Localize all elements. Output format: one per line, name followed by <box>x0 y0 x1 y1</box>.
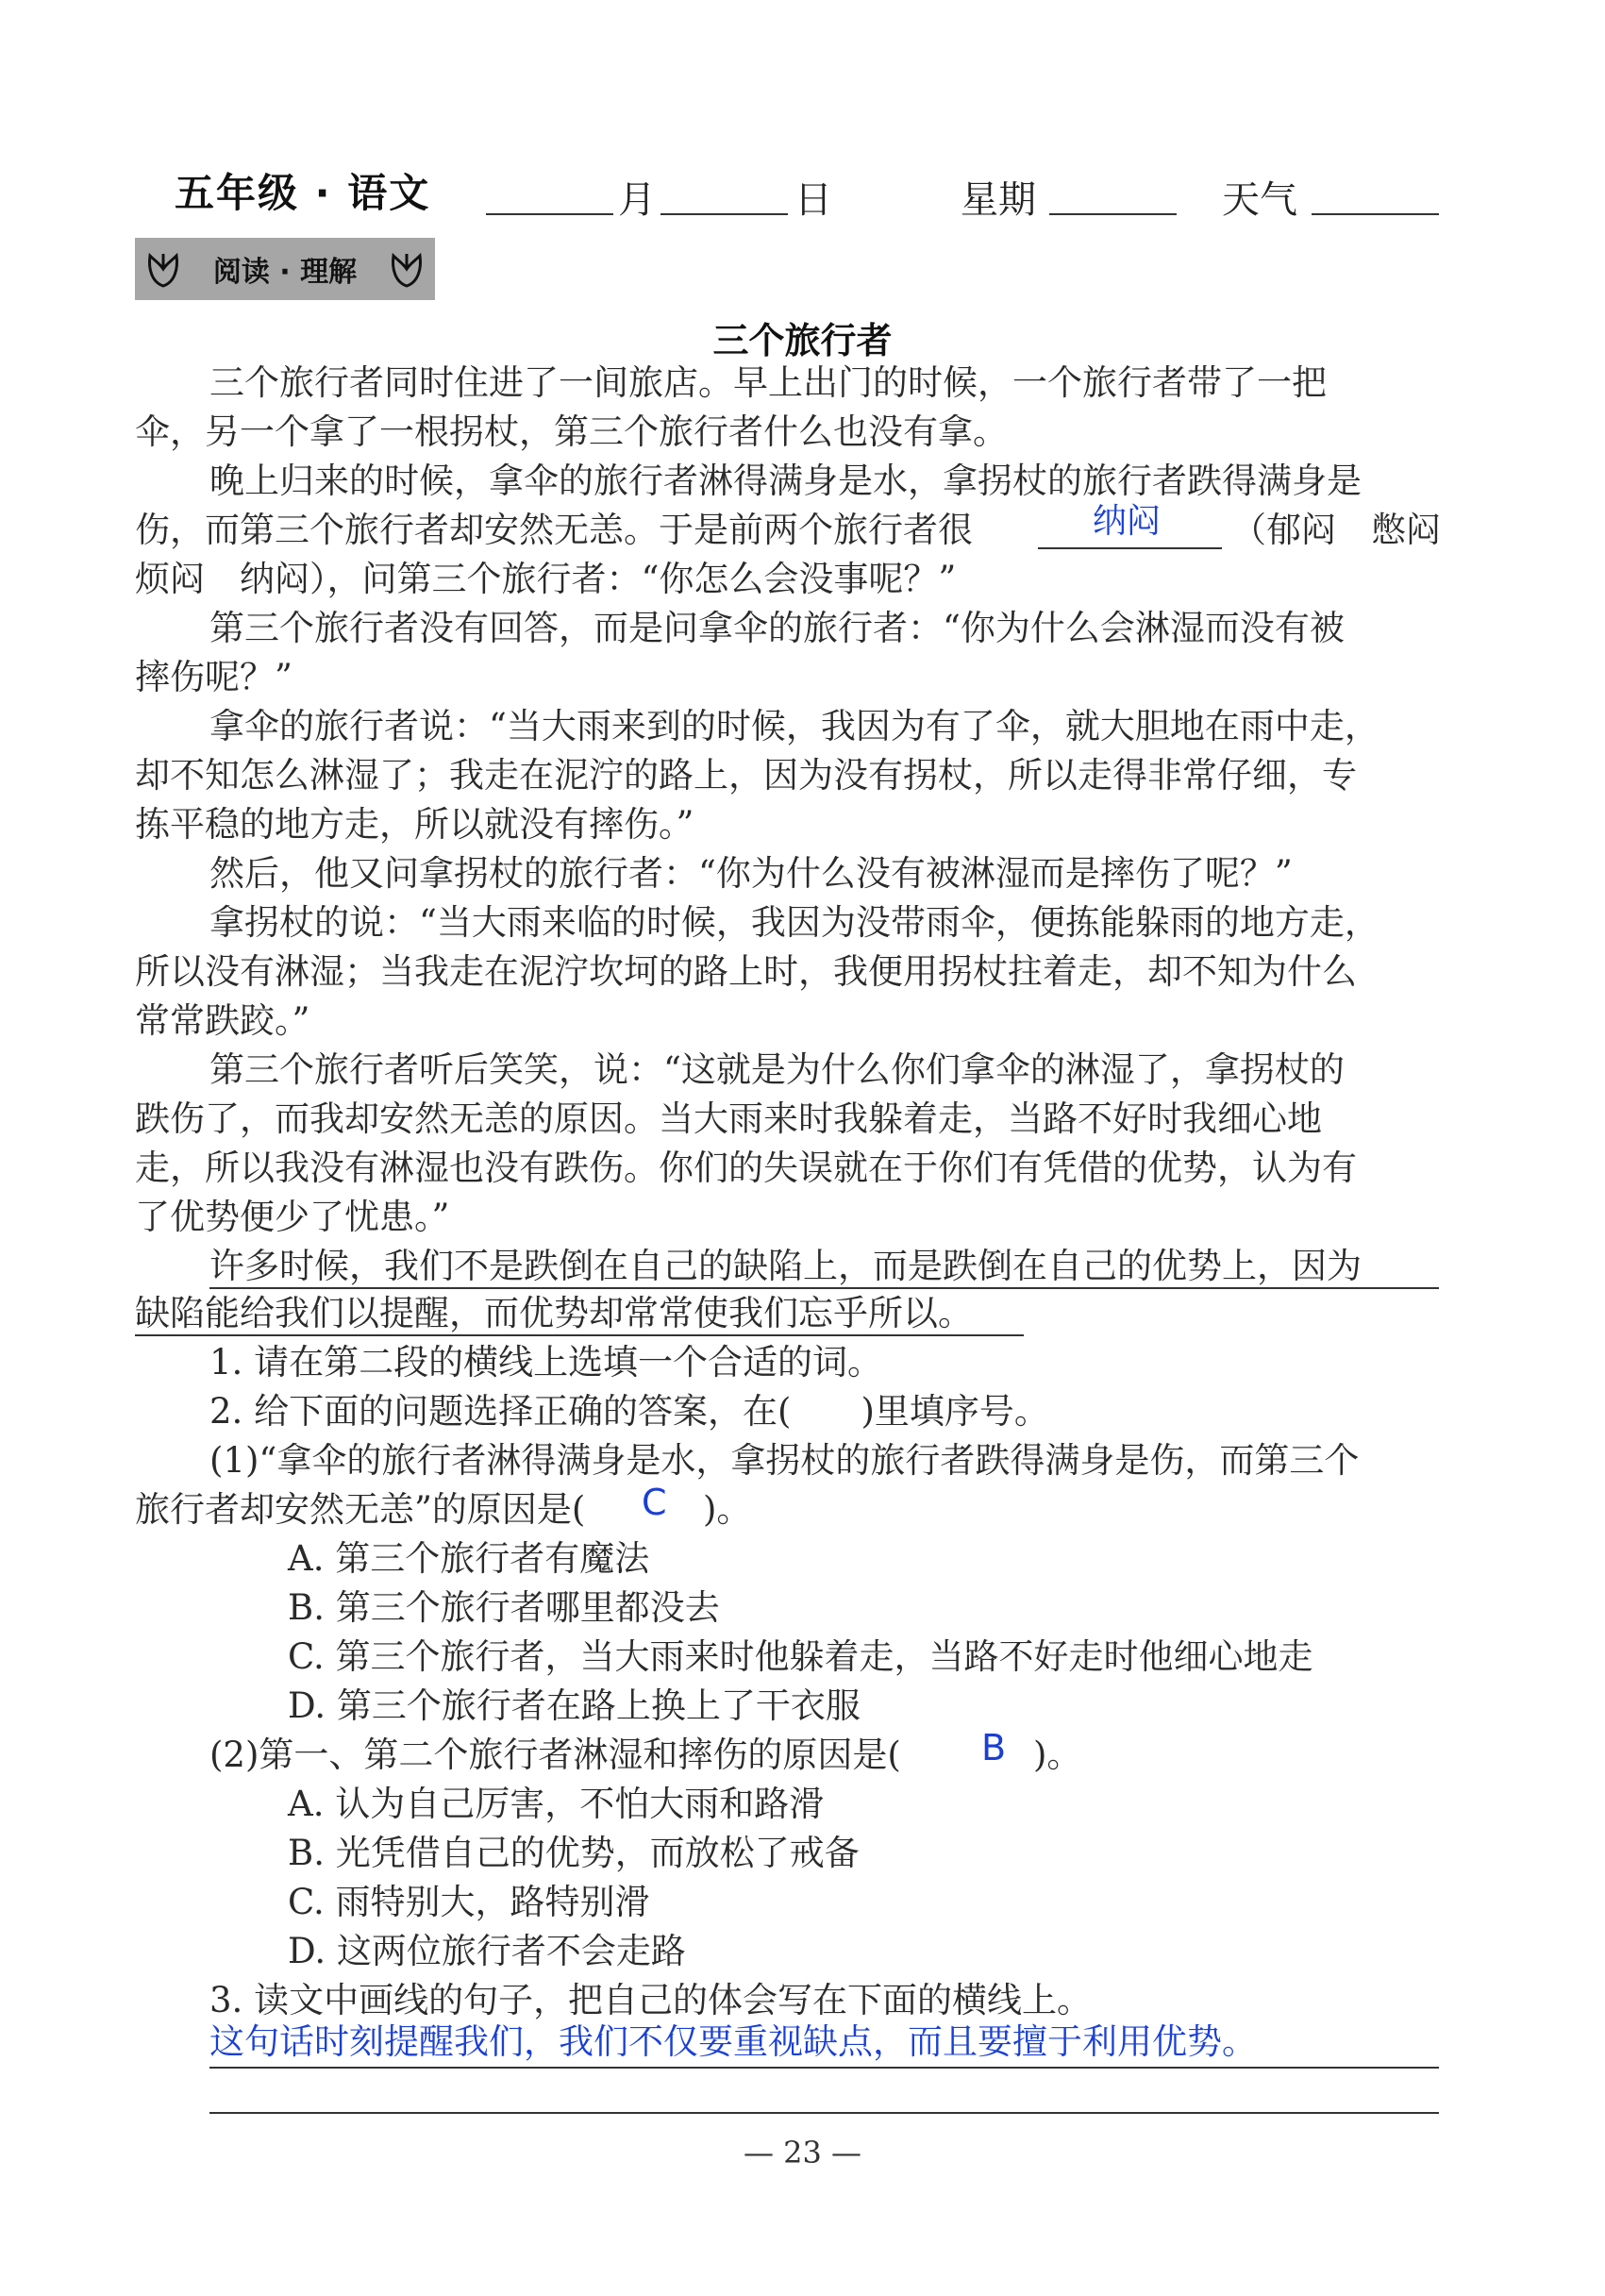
question-2-2-close: )。 <box>1033 1735 1082 1775</box>
story-line: 第三个旅行者没有回答，而是问拿伞的旅行者：“你为什么会淋湿而没有被 <box>209 608 1345 648</box>
question-1: 1. 请在第二段的横线上选填一个合适的词。 <box>209 1342 883 1383</box>
section-badge-label: 阅读 · 理解 <box>212 256 358 289</box>
story-line: 摔伤呢？” <box>135 657 293 697</box>
option-a: A. 认为自己厉害，不怕大雨和路滑 <box>288 1784 825 1824</box>
story-line: 走，所以我没有淋湿也没有跌伤。你们的失误就在于你们有凭借的优势，认为有 <box>135 1148 1357 1188</box>
story-line: 跌伤了，而我却安然无恙的原因。当大雨来时我躲着走，当路不好时我细心地 <box>135 1098 1322 1139</box>
answer-line-1[interactable] <box>209 2067 1439 2069</box>
answer-line-2[interactable] <box>209 2112 1439 2114</box>
tulip-right-icon <box>388 248 426 290</box>
story-line: （郁闷 憋闷 <box>1231 510 1441 550</box>
option-b: B. 第三个旅行者哪里都没去 <box>288 1587 720 1628</box>
weather-label: 天气 <box>1222 178 1297 222</box>
story-line: 三个旅行者同时住进了一间旅店。早上出门的时候，一个旅行者带了一把 <box>209 362 1327 403</box>
option-b: B. 光凭借自己的优势，而放松了戒备 <box>288 1833 860 1873</box>
weather-blank[interactable] <box>1312 213 1439 215</box>
day-blank[interactable] <box>660 213 788 215</box>
story-line: 烦闷 纳闷），问第三个旅行者：“你怎么会没事呢？” <box>135 559 957 599</box>
story-line: 伞，另一个拿了一根拐杖，第三个旅行者什么也没有拿。 <box>135 411 1008 452</box>
question-2-2: (2)第一、第二个旅行者淋湿和摔伤的原因是( <box>209 1735 901 1775</box>
day-label: 日 <box>794 178 832 222</box>
story-line: 了优势便少了忧患。” <box>135 1197 450 1237</box>
story-line: 晚上归来的时候，拿伞的旅行者淋得满身是水，拿拐杖的旅行者跌得满身是 <box>209 461 1362 501</box>
story-line: 拿伞的旅行者说：“当大雨来到的时候，我因为有了伞，就大胆地在雨中走， <box>209 706 1379 746</box>
question-3: 3. 读文中画线的句子，把自己的体会写在下面的横线上。 <box>209 1980 1093 2020</box>
story-line: 拣平稳的地方走，所以就没有摔伤。” <box>135 804 694 845</box>
option-a: A. 第三个旅行者有魔法 <box>288 1538 650 1579</box>
weekday-label: 星期 <box>961 178 1036 222</box>
option-c: C. 第三个旅行者，当大雨来时他躲着走，当路不好走时他细心地走 <box>288 1636 1313 1677</box>
month-label: 月 <box>618 178 656 222</box>
story-line: 伤，而第三个旅行者却安然无恙。于是前两个旅行者很 <box>135 510 973 550</box>
story-title: 三个旅行者 <box>712 319 893 361</box>
underline-rule <box>135 1334 1024 1336</box>
option-c: C. 雨特别大，路特别滑 <box>288 1882 650 1922</box>
question-2-1-cont: 旅行者却安然无恙”的原因是( <box>135 1489 586 1530</box>
section-badge <box>135 238 435 300</box>
fill-blank[interactable] <box>1038 547 1222 549</box>
story-line-underlined: 许多时候，我们不是跌倒在自己的缺陷上，而是跌倒在自己的优势上，因为 <box>209 1246 1362 1286</box>
question-2-1-close: )。 <box>703 1489 752 1530</box>
page-number: — 23 — <box>743 2135 862 2170</box>
fill-blank-answer: 纳闷 <box>1093 502 1162 541</box>
story-line: 常常跌跤。” <box>135 1000 310 1041</box>
answer-2-1: C <box>642 1482 667 1523</box>
story-line: 然后，他又问拿拐杖的旅行者：“你为什么没有被淋湿而是摔伤了呢？” <box>209 853 1293 894</box>
story-line: 拿拐杖的说：“当大雨来临的时候，我因为没带雨伞，便拣能躲雨的地方走， <box>209 902 1379 943</box>
option-d: D. 这两位旅行者不会走路 <box>288 1931 686 1971</box>
month-blank[interactable] <box>486 213 613 215</box>
answer-3: 这句话时刻提醒我们，我们不仅要重视缺点，而且要擅于利用优势。 <box>209 2021 1257 2062</box>
tulip-left-icon <box>144 248 182 290</box>
story-line: 却不知怎么淋湿了；我走在泥泞的路上，因为没有拐杖，所以走得非常仔细，专 <box>135 755 1357 796</box>
answer-2-2: B <box>981 1727 1007 1768</box>
weekday-blank[interactable] <box>1049 213 1177 215</box>
story-line: 所以没有淋湿；当我走在泥泞坎坷的路上时，我便用拐杖拄着走，却不知为什么 <box>135 951 1357 992</box>
question-2-1: (1)“拿伞的旅行者淋得满身是水，拿拐杖的旅行者跌得满身是伤，而第三个 <box>209 1440 1360 1481</box>
subject-title: 五年级 · 语文 <box>175 170 431 216</box>
option-d: D. 第三个旅行者在路上换上了干衣服 <box>288 1685 861 1726</box>
story-line-underlined: 缺陷能给我们以提醒，而优势却常常使我们忘乎所以。 <box>135 1293 973 1333</box>
story-line: 第三个旅行者听后笑笑，说：“这就是为什么你们拿伞的淋湿了，拿拐杖的 <box>209 1049 1345 1090</box>
question-2: 2. 给下面的问题选择正确的答案，在( )里填序号。 <box>209 1391 1049 1432</box>
